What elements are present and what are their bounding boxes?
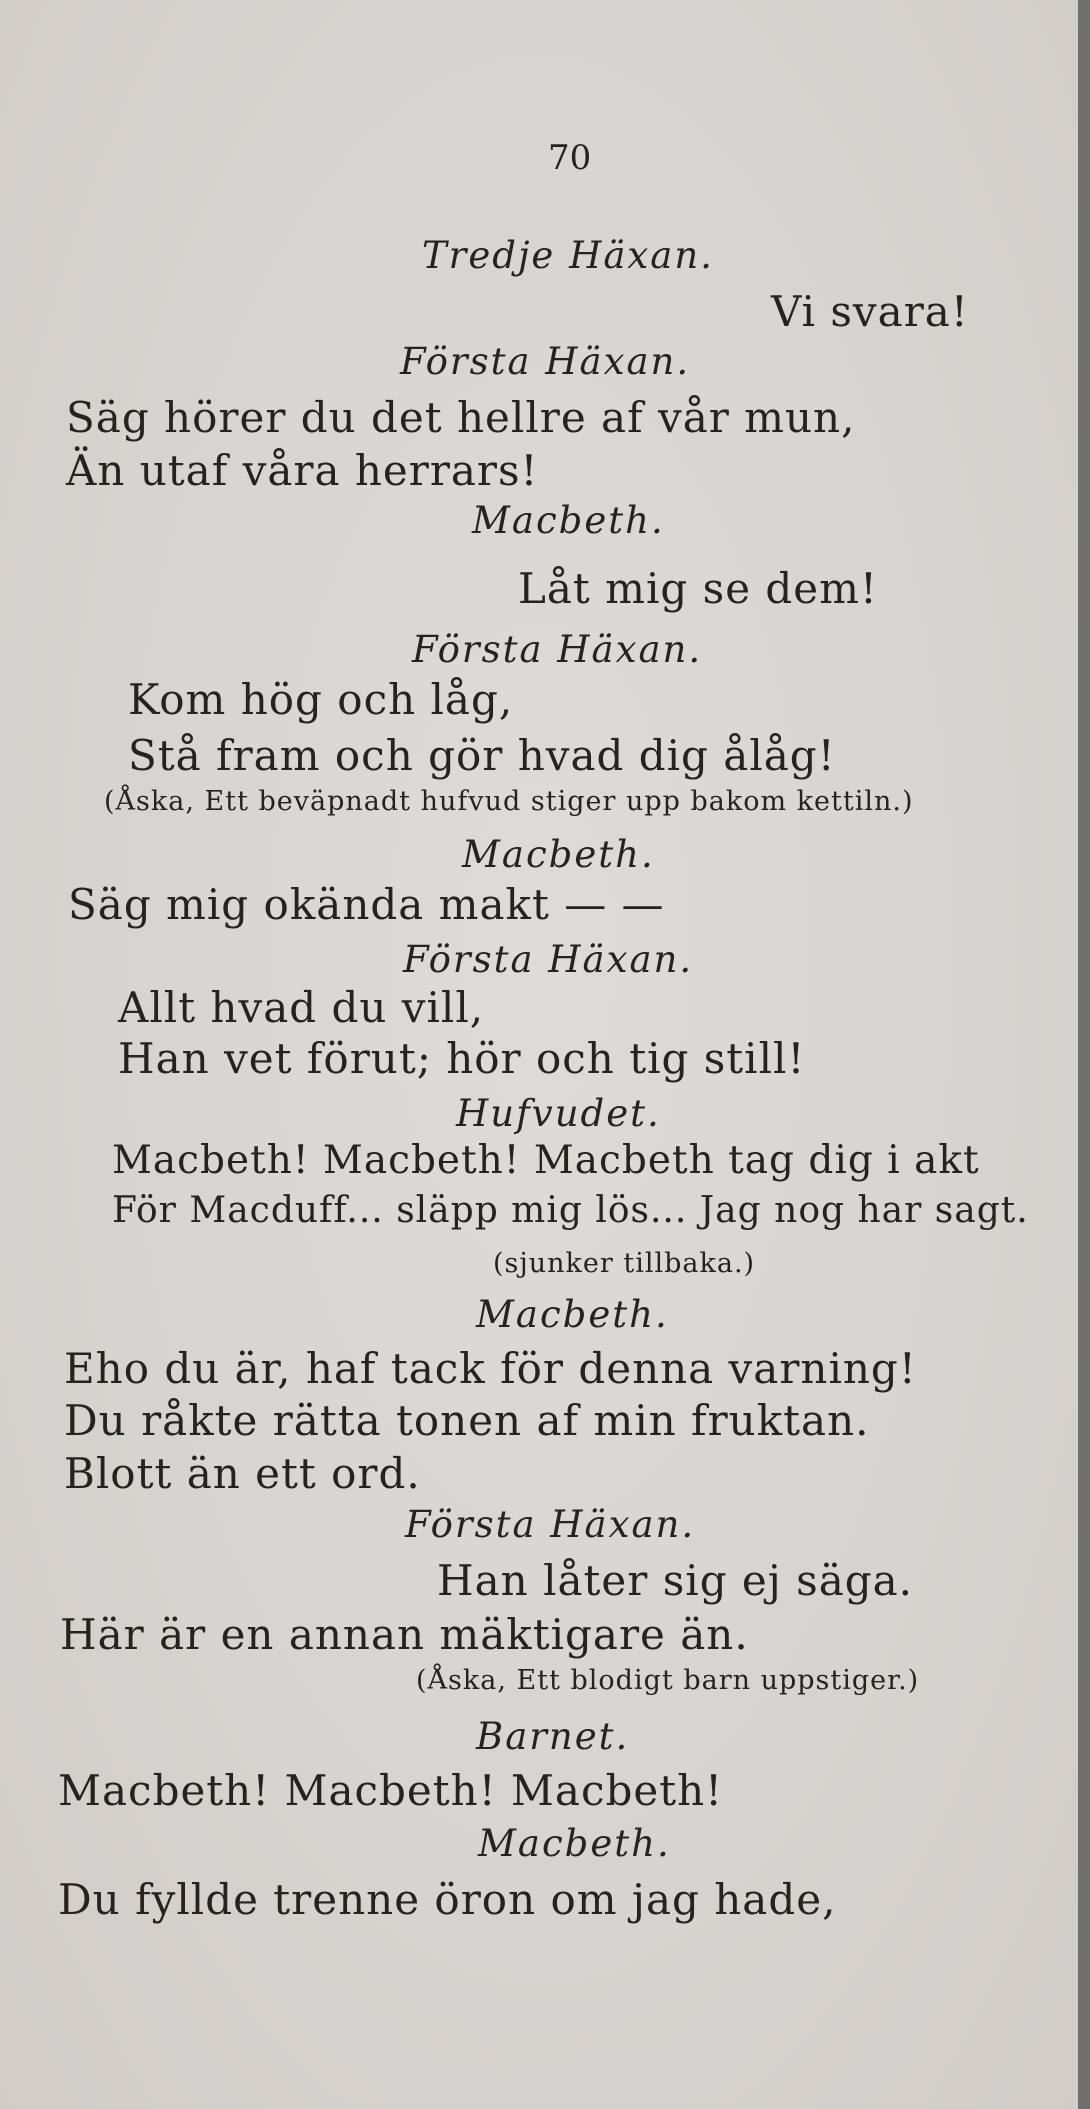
verse-line: Säg hörer du det hellre af vår mun, [66,393,856,442]
verse-line: Han vet förut; hör och tig still! [118,1034,806,1083]
verse-line: Macbeth! Macbeth! Macbeth tag dig i akt [112,1138,980,1183]
speaker-label: Tredje Häxan. [422,234,714,277]
verse-line: Låt mig se dem! [518,564,878,613]
verse-line: Macbeth! Macbeth! Macbeth! [58,1766,724,1815]
stage-direction: (Åska, Ett beväpnadt hufvud stiger upp bakom kettiln.) [104,786,914,817]
speaker-label: Macbeth. [478,1822,671,1865]
verse-line: Säg mig okända makt — — [68,880,665,929]
verse-line: Stå fram och gör hvad dig ålåg! [128,731,836,780]
verse-line: Än utaf våra herrars! [66,446,539,495]
verse-line: Blott än ett ord. [64,1449,421,1498]
speaker-label: Första Häxan. [403,938,694,981]
speaker-label: Macbeth. [462,833,655,876]
verse-line: Här är en annan mäktigare än. [60,1610,749,1659]
page-number: 70 [548,138,592,178]
speaker-label: Första Häxan. [412,628,703,671]
verse-line: Han låter sig ej säga. [437,1556,914,1605]
verse-line: Du råkte rätta tonen af min fruktan. [64,1396,870,1445]
speaker-label: Första Häxan. [400,340,691,383]
verse-line: Allt hvad du vill, [118,983,485,1032]
speaker-label: Barnet. [476,1715,630,1758]
page-edge [1078,0,1090,2109]
speaker-label: Första Häxan. [405,1503,696,1546]
verse-line: Kom hög och låg, [128,675,514,724]
stage-direction: (sjunker tillbaka.) [493,1248,756,1279]
verse-line: För Macduff... släpp mig lös... Jag nog har sagt. [112,1190,1029,1231]
verse-line: Vi svara! [771,287,969,336]
speaker-label: Macbeth. [472,499,665,542]
speaker-label: Hufvudet. [456,1092,661,1135]
verse-line: Eho du är, haf tack för denna varning! [64,1344,917,1393]
speaker-label: Macbeth. [476,1293,669,1336]
stage-direction: (Åska, Ett blodigt barn uppstiger.) [416,1665,920,1696]
verse-line: Du fyllde trenne öron om jag hade, [58,1875,837,1924]
